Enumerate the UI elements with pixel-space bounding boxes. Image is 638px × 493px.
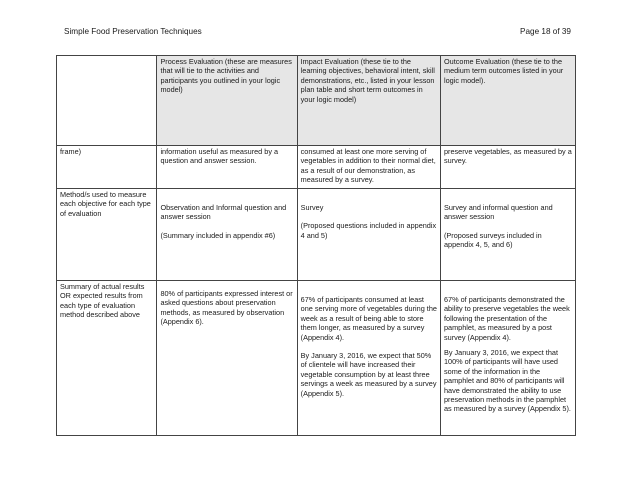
header-cell-empty [57,56,157,146]
row1-impact: consumed at least one more serving of vegetables in addition to their normal diet, as a result of our demonstration, as measured by a survey. [297,146,440,189]
table-row [57,146,576,189]
table-row [57,281,576,436]
header-process-evaluation: Process Evaluation (these are measures that will tie to the activities and participants you outlined in your logic model) [157,56,297,146]
header-impact-evaluation: Impact Evaluation (these tie to the learning objectives, behavioral intent, skill demonstrations, etc., listed in your lesson plan table and short term outcomes in your logic model) [297,56,440,146]
page-header [0,0,638,44]
row3-outcome-actual: 67% of participants demonstrated the ability to preserve vegetables the week following the presentation of the pamphlet, as measured by a post survey (Appendix 4). [443,295,570,342]
row2-label: Method/s used to measure each objective for each type of evaluation [57,189,157,281]
row2-process-method: Observation and Informal question and answer session [160,203,287,222]
row3-label: Summary of actual results OR expected results from each type of evaluation method described above [57,281,157,436]
row3-impact-expected: By January 3, 2016, we expect that 50% of clientele will have increased their vegetable consumption by at least three servings a week as measured by a survey (Appendix 5). [300,351,437,398]
row2-outcome [440,189,575,281]
table-row [57,189,576,281]
row2-outcome-note: (Proposed surveys included in appendix 4, 5, and 6) [443,230,542,250]
row2-impact [297,189,440,281]
page-number: Page 18 of 39 [520,27,571,36]
row2-process [157,189,297,281]
row3-impact-actual: 67% of participants consumed at least one serving more of vegetables during the week as a result of being able to store them longer, as measured by a survey (Appendix 4). [300,295,437,342]
row2-outcome-method: Survey and informal question and answer session [443,203,553,222]
row1-process: information useful as measured by a question and answer session. [157,146,297,189]
table-header-row [57,56,576,146]
row2-process-note: (Summary included in appendix #6) [160,230,276,240]
row3-outcome-expected: By January 3, 2016, we expect that 100% of participants will have used some of the information in the pamphlet and 80% of participants will have demonstrated the ability to use preservation methods in the pamphlet as measured by a survey (Appendix 5). [443,348,571,414]
header-outcome-evaluation: Outcome Evaluation (these tie to the medium term outcomes listed in your logic model). [440,56,575,146]
row3-impact [297,281,440,436]
row1-outcome: preserve vegetables, as measured by a survey. [440,146,575,189]
row2-impact-note: (Proposed questions included in appendix 4 and 5) [300,221,437,240]
document-title: Simple Food Preservation Techniques [64,27,202,36]
row1-label: frame) [57,146,157,189]
row2-impact-method: Survey [300,203,324,212]
row3-process: 80% of participants expressed interest or asked questions about preservation methods, as measured by observation (Appendix 6). [157,281,297,436]
row3-outcome [440,281,575,436]
evaluation-table [56,55,576,436]
